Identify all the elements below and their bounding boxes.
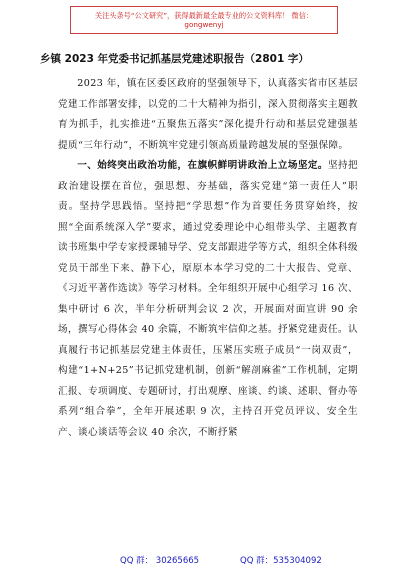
section-1-heading: 一、始终突出政治功能，在旗帜鲜明讲政治上立场坚定。 (77, 160, 328, 171)
intro-paragraph: 2023 年，镇在区委区政府的坚强领导下，认真落实省市区基层党建工作部署安排，以党的二十大精神为指引，深入贯彻落实主题教育为抓手，扎实推进“五聚焦五落实”深化提升行动和基层党建强基提质“三年行动”，不断筑牢党建引领高质量跨越发展的坚强保障。 (58, 78, 358, 151)
promo-banner (70, 6, 338, 34)
footer-qq-group-left: QQ 群： 30265665 (120, 556, 200, 566)
footer-qq-group-right: QQ 群：535304092 (240, 556, 322, 566)
section-1-body: 坚持把政治建设摆在首位，强思想、夯基础，落实党建“第一责任人”职责。坚持学思践悟。坚持把“学思想”作为首要任务贯穿始终，按照“全面系统深入学”要求，通过党委理论中心组带头学、主题教育读书班集中学专家授课辅导学、党支部跟进学等方式，组织全体科级党员干部坐下来、静下心，原原本本学习党的二十大报告、党章、《习近平著作选读》等学习材料。全年组织开展中心组学习 16 次、集中研讨 6 次，半年分析研判会议 2 次，开展面对面宣讲 90 余场，撰写心得体会 40 余篇，不断筑牢信仰之基。抒紧党建责任。认真履行书记抓基层党建主体责任，压紧压实班子成员“一岗双责”，构建“1+N+25”书记抓党建机制，创新“解剖麻雀”工作机制，定期汇报、专项调度、专题研讨，打出观摩、座谈、约谈、述职、督办等系列“组合拳”，全年开展述职 9 次，主持召开党员评议、安全生产、谈心谈话等会议 40 余次，不断抒紧 (58, 160, 359, 438)
promo-banner-text: 关注头条号“公文研究”，获得最新最全最专业的公文资料库！ 微信：gongwenyj (94, 11, 314, 29)
document-body (58, 74, 358, 443)
footer (0, 554, 408, 570)
section-1-paragraph (58, 156, 358, 443)
document-title: 乡镇 2023 年党委书记抓基层党建述职报告（2801 字） (40, 53, 309, 65)
